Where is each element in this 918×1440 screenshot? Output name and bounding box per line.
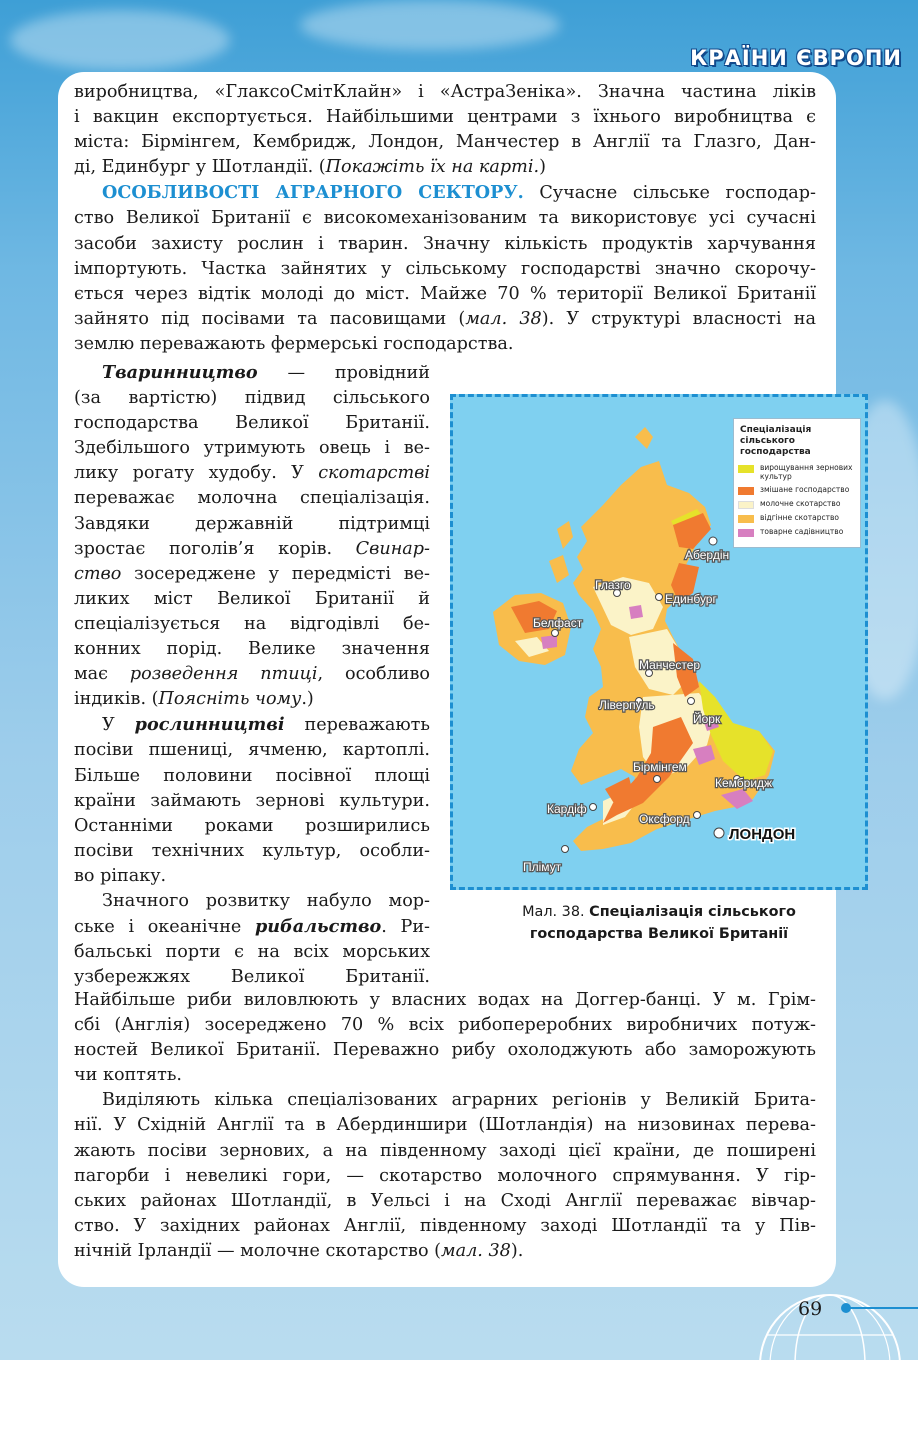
text-line: країни займають зернові культури. xyxy=(74,790,430,811)
city-label-cambridge: Кембридж xyxy=(715,776,773,790)
text-line: засоби захисту рослин і тварин. Значну кількість продуктів харчування xyxy=(74,233,816,254)
text-line: лику рогату худобу. У скотарстві xyxy=(74,463,430,484)
city-label-manchester: Манчестер xyxy=(639,658,701,672)
text-line: Тваринництво — провідний xyxy=(102,362,430,383)
legend-item: товарне садівництво xyxy=(738,528,856,537)
text-line: Останніми роками розширились xyxy=(74,815,430,836)
page-number: 69 xyxy=(798,1298,823,1320)
city-marker xyxy=(688,698,695,705)
text-line: нічній Ірландії — молочне скотарство (мал. 38). xyxy=(74,1240,524,1261)
text-block-left-column xyxy=(74,360,430,990)
text-line: Виділяють кілька спеціалізованих аграрних регіонів у Великій Брита- xyxy=(102,1090,816,1111)
city-marker xyxy=(590,804,597,811)
text-line: Завдяки державній підтримці xyxy=(74,513,430,534)
text-line: господарства Великої Британії. xyxy=(74,413,430,434)
text-line: Значного розвитку набуло мор- xyxy=(102,890,430,911)
city-marker xyxy=(709,537,717,545)
city-label-york: Йорк xyxy=(693,712,721,726)
text-line: Здебільшого утримують овець і ве- xyxy=(74,438,430,459)
legend-item: молочне скотарство xyxy=(738,500,856,509)
text-line: ське і океанічне рибальство. Ри- xyxy=(74,916,430,938)
map-legend xyxy=(733,418,861,548)
globe-icon xyxy=(755,1290,905,1440)
text-line: узбережжях Великої Британії. xyxy=(74,967,430,988)
legend-item: відгінне скотарство xyxy=(738,514,856,523)
city-label-belfast: Белфаст xyxy=(533,616,583,630)
legend-swatch xyxy=(738,501,754,509)
text-line: зростає поголів’я корів. Свинар- xyxy=(74,538,430,559)
text-line: має розведення птиці, особливо xyxy=(74,664,431,685)
text-line: землю переважають фермерські господарства. xyxy=(74,333,514,354)
legend-item: змішане господарство xyxy=(738,486,856,495)
city-marker xyxy=(562,846,569,853)
text-line: ностей Великої Британії. Переважно рибу охолоджують або заморожують xyxy=(74,1040,816,1061)
city-label-oxford: Оксфорд xyxy=(639,812,690,826)
city-label-aberdeen: Абердін xyxy=(685,548,730,562)
city-marker xyxy=(552,630,559,637)
text-line: посіви пшениці, ячменю, картоплі. xyxy=(74,740,430,761)
text-line: У рослинництві переважають xyxy=(102,714,430,736)
text-line: жають посіви зернових, а на південному заході цієї країни, де поширені xyxy=(74,1140,816,1161)
city-label-edinburgh: Единбург xyxy=(665,592,717,606)
text-line: Найбільше риби виловлюють у власних водах на Доггер-банці. У м. Грім- xyxy=(74,990,816,1010)
text-line: во ріпаку. xyxy=(74,865,167,886)
city-label-london: ЛОНДОН xyxy=(729,826,796,843)
text-line: ється через відтік молоді до міст. Майже 70 % території Великої Британії xyxy=(74,283,816,304)
city-label-plymouth: Плімут xyxy=(523,860,562,874)
text-line: міста: Бірмінгем, Кембридж, Лондон, Манчестер в Англії та Глазго, Дан- xyxy=(74,132,816,153)
text-line: зайнято під посівами та пасовищами (мал. 38). У структурі власності на xyxy=(74,308,817,329)
figure-caption: Мал. 38. Спеціалізація сільського господарства Великої Британії xyxy=(522,904,796,942)
text-line: переважає молочна спеціалізація. xyxy=(74,488,430,509)
text-line: Більше половини посівної площі xyxy=(74,765,430,786)
text-line: нії. У Східній Англії та в Абердиншири (Шотландія) на низовинах перева- xyxy=(74,1115,816,1136)
city-label-glasgow: Глазго xyxy=(595,578,631,592)
text-line: ликих міст Великої Британії й xyxy=(74,588,430,609)
legend-item: вирощування зернових культур xyxy=(738,464,856,481)
text-line: ОСОБЛИВОСТІ АГРАРНОГО СЕКТОРУ. Сучасне сільське господар- xyxy=(102,182,817,204)
legend-swatch xyxy=(738,487,754,495)
text-line: імпортують. Частка зайнятих у сільському господарстві значно скорочу- xyxy=(74,258,816,279)
text-line: пагорби і невеликі гори, — скотарство молочного спрямування. У гір- xyxy=(74,1165,816,1186)
city-marker xyxy=(694,812,701,819)
text-line: виробництва, «ГлаксоСмітКлайн» і «АстраЗеніка». Значна частина ліків xyxy=(74,82,816,102)
sky-cloud xyxy=(10,10,230,70)
sky-cloud xyxy=(300,0,560,50)
text-line: індиків. (Поясніть чому.) xyxy=(74,689,314,710)
city-label-liverpool: Ліверпуль xyxy=(599,698,655,712)
text-line: і вакцин експортується. Найбільшими центрами з їхнього виробництва є xyxy=(74,107,816,128)
section-header: КРАЇНИ ЄВРОПИ xyxy=(690,46,902,70)
text-line: конних порід. Велике значення xyxy=(74,639,430,660)
text-line: ді, Единбург у Шотландії. (Покажіть їх на карті.) xyxy=(74,157,546,178)
text-block-top xyxy=(74,80,816,357)
city-marker xyxy=(654,776,661,783)
section-heading: ОСОБЛИВОСТІ АГРАРНОГО СЕКТОРУ. xyxy=(102,182,524,204)
text-line: посіви технічних культур, особли- xyxy=(74,840,430,861)
text-line: ство. У західних районах Англії, південному заході Шотландії та у Пів- xyxy=(74,1215,816,1236)
page-number-dot xyxy=(841,1303,851,1313)
legend-swatch xyxy=(738,465,754,473)
text-line: чи коптять. xyxy=(74,1065,183,1086)
city-marker xyxy=(656,594,663,601)
text-line: ських районах Шотландії, в Уельсі і на Сході Англії переважає вівчар- xyxy=(74,1190,816,1211)
legend-swatch xyxy=(738,515,754,523)
city-label-birmingham: Бірмінгем xyxy=(633,760,687,774)
city-marker xyxy=(714,828,724,838)
city-label-cardiff: Кардіф xyxy=(547,802,587,816)
text-line: сбі (Англія) зосереджено 70 % всіх рибопереробних виробничих потуж- xyxy=(74,1015,816,1036)
page-number-line xyxy=(848,1307,918,1309)
text-line: ство Великої Британії є високомеханізованим та використовує усі сучасні xyxy=(74,208,816,229)
text-block-bottom xyxy=(74,988,816,1264)
text-line: (за вартістю) підвид сільського xyxy=(74,388,430,409)
legend-title: Спеціалізація сільського господарства xyxy=(740,425,812,457)
text-line: бальські порти є на всіх морських xyxy=(74,942,430,963)
legend-swatch xyxy=(738,529,754,537)
text-line: ство зосереджене у передмісті ве- xyxy=(74,563,430,584)
text-line: спеціалізується на відгодівлі бе- xyxy=(74,613,430,634)
